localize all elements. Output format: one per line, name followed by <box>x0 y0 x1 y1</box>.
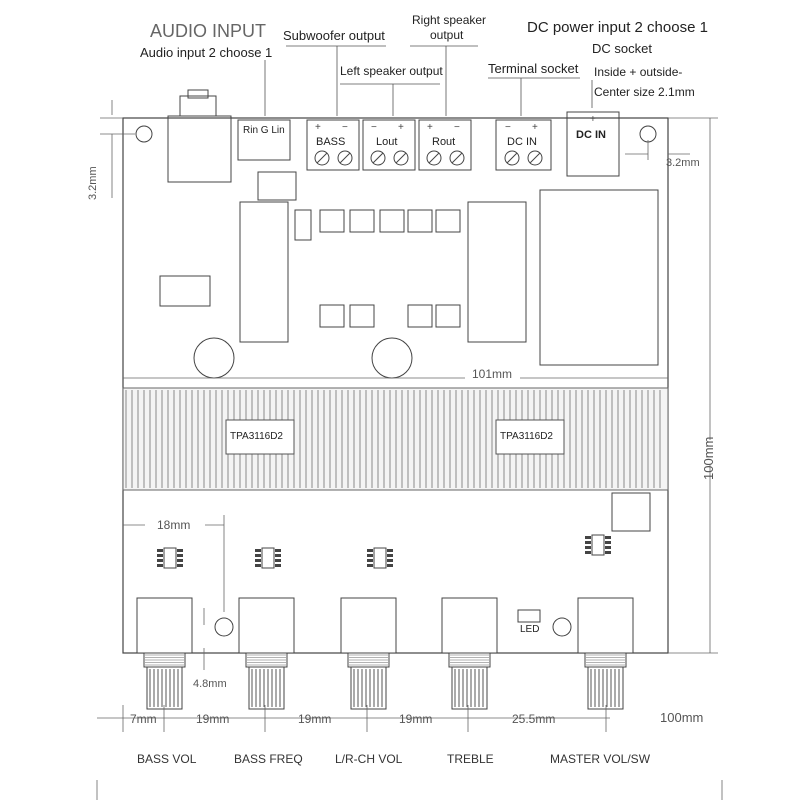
bass-terminal-label: BASS <box>316 136 346 148</box>
inside-outside-label: Inside + outside- <box>594 65 683 79</box>
dc-socket-label: DC socket <box>592 41 652 56</box>
dim-bottom-left: 7mm <box>130 712 157 726</box>
heatsink <box>123 388 668 490</box>
svg-text:+: + <box>590 114 596 125</box>
subwoofer-output-label: Subwoofer output <box>283 28 385 43</box>
led <box>518 610 540 622</box>
right-speaker-output-label-1: Right speaker <box>412 13 487 27</box>
smd-chip <box>157 548 183 568</box>
mounting-hole-top-left <box>136 126 152 142</box>
chip-left-label: TPA3116D2 <box>230 431 283 442</box>
dim-gap-1: 19mm <box>196 712 230 726</box>
pot-treble <box>442 598 497 709</box>
terminal-socket-label: Terminal socket <box>488 61 579 76</box>
dc-in-socket-label: DC IN <box>576 129 606 141</box>
control-master-vol-sw: MASTER VOL/SW <box>550 752 651 766</box>
center-size-label: Center size 2.1mm <box>594 85 695 99</box>
capacitor-left <box>194 338 234 378</box>
dim-gap-3: 19mm <box>399 712 433 726</box>
dc-in-terminal-label: DC IN <box>507 136 537 148</box>
dim-top-margin: 3.2mm <box>87 166 99 200</box>
pot-bass-freq <box>239 598 294 709</box>
audio-input-subtitle: Audio input 2 choose 1 <box>140 45 273 60</box>
dc-power-input-label: DC power input 2 choose 1 <box>527 19 708 36</box>
rin-lin-label: Rin G Lin <box>243 125 285 136</box>
smd-chip <box>255 548 281 568</box>
dim-knob-offset: 4.8mm <box>193 678 227 690</box>
control-treble: TREBLE <box>447 752 494 766</box>
dim-height: 100mm <box>701 436 716 480</box>
svg-text:+: + <box>315 122 321 133</box>
pot-bass-vol <box>137 598 192 709</box>
svg-text:+: + <box>398 122 404 133</box>
smd-chip <box>585 535 611 555</box>
control-bass-freq: BASS FREQ <box>234 752 303 766</box>
dim-right-margin: 3.2mm <box>666 157 700 169</box>
audio-jack <box>168 116 231 182</box>
audio-input-title: AUDIO INPUT <box>150 21 267 41</box>
svg-text:−: − <box>371 122 377 133</box>
svg-text:+: + <box>427 122 433 133</box>
left-speaker-output-label: Left speaker output <box>340 64 443 78</box>
chip-right-label: TPA3116D2 <box>500 431 553 442</box>
led-label: LED <box>520 624 540 635</box>
dim-knob-first: 18mm <box>157 518 191 532</box>
dim-gap-4: 25.5mm <box>512 712 556 726</box>
right-speaker-output-label-2: output <box>430 28 464 42</box>
pot-lr-ch-vol <box>341 598 396 709</box>
svg-text:−: − <box>342 122 348 133</box>
svg-text:−: − <box>454 122 460 133</box>
lout-terminal-label: Lout <box>376 136 398 148</box>
capacitor-center <box>372 338 412 378</box>
board-outline <box>123 118 668 653</box>
svg-text:−: − <box>505 122 511 133</box>
rout-terminal-label: Rout <box>432 136 456 148</box>
dim-width: 101mm <box>472 367 513 381</box>
control-lr-ch-vol: L/R-CH VOL <box>335 752 403 766</box>
mounting-hole-top-right <box>640 126 656 142</box>
mounting-hole-bottom-left <box>215 618 233 636</box>
control-bass-vol: BASS VOL <box>137 752 197 766</box>
dim-gap-2: 19mm <box>298 712 332 726</box>
pot-master-vol-sw <box>578 598 633 709</box>
dim-bottom-total: 100mm <box>660 710 704 725</box>
smd-chip <box>367 548 393 568</box>
mounting-hole-bottom-right <box>553 618 571 636</box>
svg-text:+: + <box>532 122 538 133</box>
